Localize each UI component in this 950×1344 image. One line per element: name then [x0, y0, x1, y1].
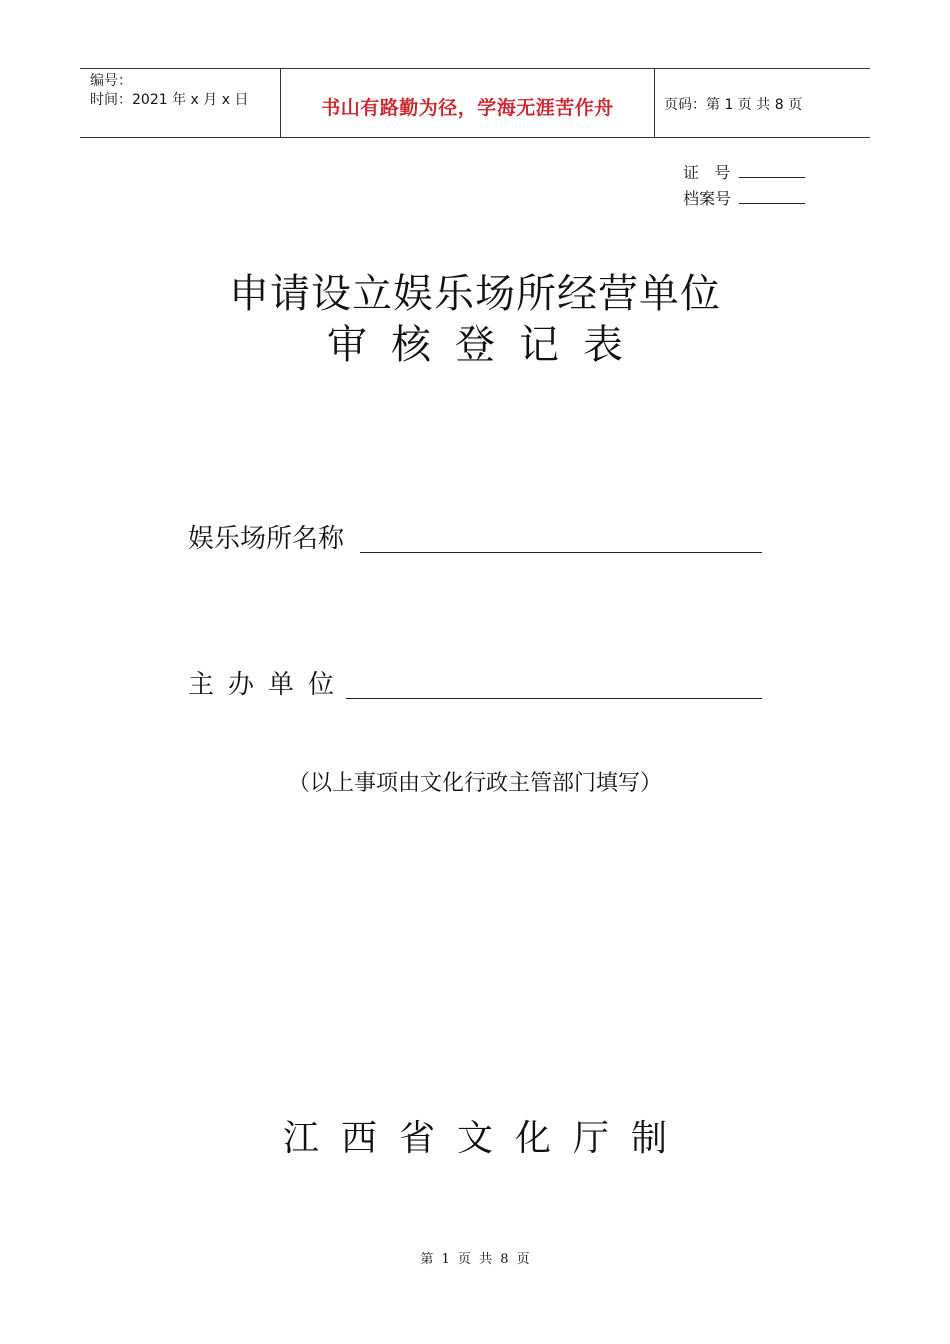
archive-no-label: 档案号 [683, 189, 732, 208]
fill-note: （以上事项由文化行政主管部门填写） [287, 771, 662, 796]
page-subtitle: 审核登记表 [327, 322, 647, 368]
motto-text: 书山有路勤为径，学海无涯苦作舟 [321, 97, 614, 119]
cert-no-label: 证 号 [683, 163, 731, 182]
venue-name-label: 娱乐场所名称 [188, 524, 345, 554]
organizer-blank[interactable] [346, 698, 762, 699]
certificate-numbers [683, 160, 805, 212]
header-left-cell [80, 69, 280, 137]
issuer-text: 江西省文化厅制 [282, 1118, 689, 1159]
organizer-label: 主办单位 [188, 670, 349, 700]
cert-no-row [683, 160, 805, 186]
page-info: 页码：第 1 页 共 8 页 [664, 97, 803, 113]
page-footer: 第 1 页 共 8 页 [420, 1252, 530, 1267]
header-right-cell [654, 69, 870, 137]
archive-no-row [683, 186, 805, 212]
page-title: 申请设立娱乐场所经营单位 [229, 271, 721, 317]
venue-name-blank[interactable] [360, 552, 762, 553]
venue-name-field [188, 518, 344, 555]
header-middle-cell [280, 69, 655, 137]
number-label: 编号： [90, 73, 132, 89]
organizer-field [188, 664, 348, 701]
archive-no-blank[interactable] [739, 187, 805, 204]
cert-no-blank[interactable] [739, 161, 805, 178]
header-table [80, 68, 870, 138]
time-label: 时间：2021 年 x 月 x 日 [90, 92, 249, 108]
